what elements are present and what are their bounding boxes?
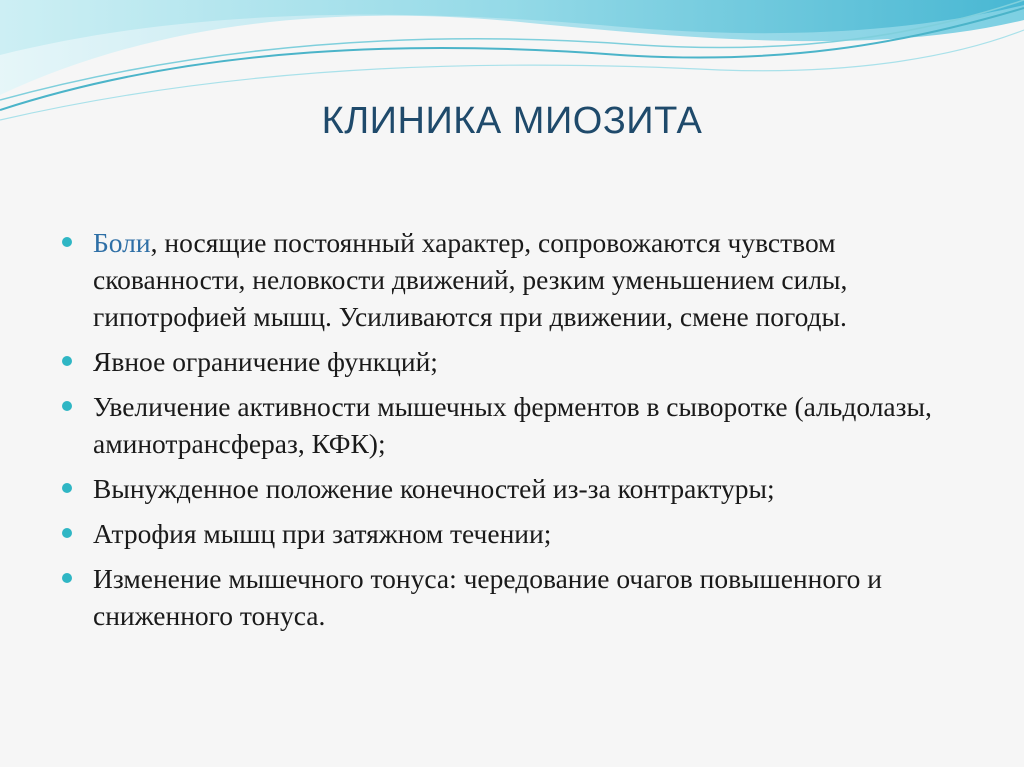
list-item — [62, 343, 952, 380]
list-item — [62, 515, 952, 552]
list-item — [62, 224, 952, 335]
list-item — [62, 388, 952, 462]
bullet-dot-icon — [62, 356, 72, 366]
list-item-text: Атрофия мышц при затяжном течении; — [93, 518, 552, 549]
list-item — [62, 560, 952, 634]
list-item-text: Вынужденное положение конечностей из-за контрактуры; — [93, 473, 775, 504]
bullet-dot-icon — [62, 483, 72, 493]
list-item-text: Изменение мышечного тонуса: чередование очагов повышенного и сниженного тонуса. — [93, 563, 883, 631]
list-item-text: , носящие постоянный характер, сопровожаются чувством скованности, неловкости движений, резким уменьшением силы, гипотрофией мышц. Усиливаются при движении, смене погоды. — [93, 227, 848, 332]
list-item — [62, 470, 952, 507]
slide-title: КЛИНИКА МИОЗИТА — [321, 100, 703, 142]
bullet-list — [62, 224, 952, 642]
bullet-dot-icon — [62, 237, 72, 247]
highlighted-term: Боли — [93, 227, 151, 258]
list-item-text: Явное ограничение функций; — [93, 346, 438, 377]
bullet-dot-icon — [62, 528, 72, 538]
list-item-text: Увеличение активности мышечных ферментов в сыворотке (альдолазы, аминотрансфераз, КФК); — [93, 391, 932, 459]
bullet-dot-icon — [62, 401, 72, 411]
bullet-dot-icon — [62, 573, 72, 583]
